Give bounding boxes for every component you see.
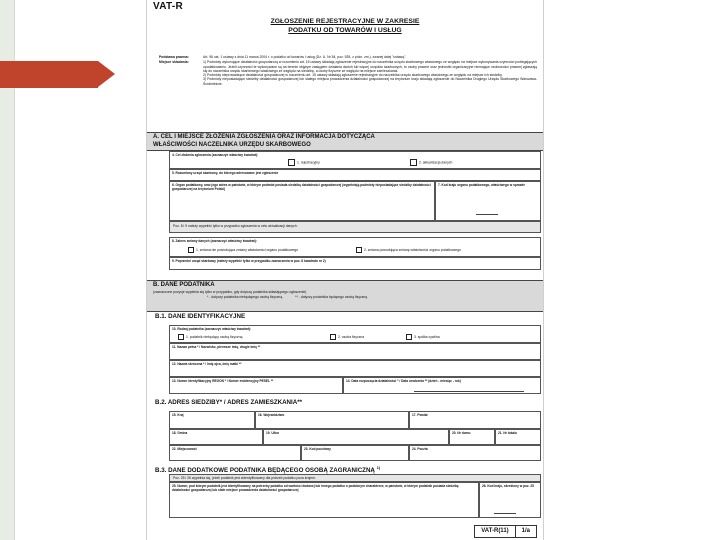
field-23-postal-code[interactable] (301, 445, 409, 461)
field-9-previous-office[interactable] (169, 257, 541, 270)
field-8-label: 8. Zakres zmiany danych (zaznaczyć właściwy kwadrat): (172, 239, 257, 243)
form-code: VAT-R (153, 1, 184, 12)
filing-rule-1: 1) Podmioty wykonujące działalność gospodarczą w rozumieniu art. 15 ustawy składają zgłoszenie rejestracyjne do naczelnika urzędu skarbowego właściwego ze względu na miejsce wykonywania czynności podlegających opodatkowaniu. Jeżeli czynności te wykonywane są na terenie objętym zasięgiem działania dwóch lub więcej urzędów skarbowych, to osoby prawne oraz jednostki organizacyjne niemające osobowości prawnej zgłaszają się do naczelnika urzędu skarbowego właściwego ze względu na siedzibę, a osoby fizyczne ze względu na miejsce zamieszkania. (203, 60, 537, 73)
basis-text: Art. 96 ust. 1 ustawy z dnia 11 marca 2004 r. o podatku od towarów i usług (Dz. U. Nr 54, poz. 535, z późn. zm.), zwanej dalej "ustawą". (203, 55, 407, 59)
field-6-tax-authority[interactable] (169, 181, 435, 221)
update-note (169, 221, 541, 233)
slide-accent-arrow (0, 61, 98, 88)
field-10-taxpayer-type (169, 325, 541, 343)
field-19-street[interactable] (263, 429, 449, 445)
checkbox-person[interactable] (330, 334, 336, 340)
field-20-house-number[interactable] (449, 429, 495, 445)
field-21-label: 21. Nr lokalu (498, 431, 517, 435)
field-17-county[interactable] (409, 411, 541, 429)
form-footer (474, 525, 537, 539)
section-b-note: (zaznaczone pozycje wypełnia się tylko w przypadku, gdy dotyczą podatnika składającego zgłoszenie) (153, 289, 307, 294)
field-23-label: 23. Kod pocztowy (304, 447, 331, 451)
field-25-foreign-vat-number[interactable] (169, 482, 479, 518)
option-change-1-label: 1. zmiana nie powodująca zmiany właściwości organu podatkowego (196, 247, 299, 252)
checkbox-change-2[interactable] (356, 247, 362, 253)
field-26-country-code[interactable] (479, 482, 541, 518)
field-9-label: 9. Poprzedni urząd skarbowy (należy wypełnić tylko w przypadku zaznaczenia w poz. 8 kwadratu nr 2) (172, 259, 326, 263)
checkbox-change-1[interactable] (188, 247, 194, 253)
field-22-city[interactable] (169, 445, 301, 461)
b1-title: B.1. DANE IDENTYFIKACYJNE (155, 313, 246, 320)
field-15-label: 15. Kraj (172, 413, 184, 417)
field-6-label: 6. Organ podatkowy, oraz jego adres w państwie, w którym podmiot posiada siedzibę działalności gospodarczej (wypełniają podmioty nieposiadające siedziby działalności gospodarczej na terytorium Polski) (172, 183, 431, 191)
section-b-title: B. DANE PODATNIKA (153, 282, 215, 288)
field-14-entry-line (414, 391, 524, 392)
section-a-title-1: A. CEL I MIEJSCE ZŁOŻENIA ZGŁOSZENIA ORAZ INFORMACJA DOTYCZĄCA (153, 134, 375, 140)
b2-title: B.2. ADRES SIEDZIBY* / ADRES ZAMIESZKANIA** (155, 399, 303, 406)
field-25-label: 25. Numer, pod którym podatnik jest identyfikowany na potrzeby podatku od wartości dodanej lub innego podatku o podobnym charakterze, w państwie, w którym podatnik posiada siedzibę działalności gospodarczej lub stałe miejsce prowadzenia działalności gospodarczej (172, 484, 459, 492)
option-person-label: 2. osoba fizyczna (338, 334, 365, 339)
field-19-label: 19. Ulica (266, 431, 279, 435)
filing-rule-2: 2) Podmioty nieprowadzące działalności gospodarczej w rozumieniu art. 15 ustawy składają zgłoszenie rejestracyjne do naczelnika urzędu skarbowego właściwego ze względu na miejsce ich siedziby. (203, 73, 503, 77)
field-7-entry-line (476, 214, 498, 215)
field-15-country[interactable] (169, 411, 255, 429)
field-13-label: 13. Numer identyfikacyjny REGON * / Numer ewidencyjny PESEL ** (172, 379, 274, 383)
checkbox-registration[interactable] (288, 159, 295, 166)
footer-page-number: 1/a (515, 526, 536, 538)
field-7-country-code[interactable] (435, 181, 541, 221)
option-person[interactable] (330, 334, 364, 340)
field-18-label: 18. Gmina (172, 431, 188, 435)
option-non-person[interactable] (178, 334, 242, 340)
form-title-line1: ZGŁOSZENIE REJESTRACYJNE W ZAKRESIE (270, 18, 420, 25)
field-24-post-office[interactable] (409, 445, 541, 461)
b3-note (169, 474, 541, 482)
basis-label: Podstawa prawna: (159, 55, 189, 59)
field-11-full-name[interactable] (169, 343, 541, 360)
legal-basis-block (159, 55, 537, 87)
section-a-title-2: WŁAŚCIWOŚCI NACZELNIKA URZĘDU SKARBOWEGO (153, 141, 311, 148)
footer-form-code: VAT-R(11) (481, 527, 509, 534)
field-18-commune[interactable] (169, 429, 263, 445)
field-10-label: 10. Rodzaj podatnika (zaznaczyć właściwy kwadrat): (172, 327, 252, 331)
option-change-2-label: 2. zmiana powodująca zmianę właściwości organu podatkowego (364, 247, 461, 252)
legend-non-person: * - dotyczy podatnika niebędącego osobą fizyczną (207, 294, 283, 299)
b3-footnote-mark: 1) (376, 465, 381, 470)
field-26-entry-line (494, 513, 516, 514)
field-26-label: 26. Kod kraju, określony w poz. 25 (482, 484, 534, 488)
form-title (147, 17, 543, 35)
field-16-voivodeship[interactable] (255, 411, 409, 429)
field-24-label: 24. Poczta (412, 447, 428, 451)
field-11-label: 11. Nazwa pełna * / Nazwisko, pierwsze imię, drugie imię ** (172, 345, 261, 349)
option-update-label: 2. aktualizacja danych (419, 160, 453, 165)
checkbox-civil-partnership[interactable] (406, 334, 412, 340)
b3-title-text: B.3. DANE DODATKOWE PODATNIKA BĘDĄCEGO OSOBĄ ZAGRANICZNĄ (155, 467, 375, 475)
field-13-regon-pesel[interactable] (169, 377, 343, 394)
checkbox-update[interactable] (410, 159, 417, 166)
field-7-label: 7. Kod kraju organu podatkowego, właściwego w sprawie (438, 183, 525, 187)
option-change-2[interactable] (356, 247, 461, 253)
update-note-text: Poz. 8 i 9 należy wypełnić tylko w przypadku zgłoszenia w celu aktualizacji danych. (173, 224, 298, 228)
legend-person: ** - dotyczy podatnika będącego osobą fizyczną (295, 294, 368, 299)
field-14-start-date[interactable] (343, 377, 541, 394)
b3-note-text: Poz. 25 i 26 wypełnia się, jeżeli podatnik jest zidentyfikowany dla potrzeb podatku poza krajem. (173, 476, 316, 480)
option-registration-label: 1. rejestracyjny (297, 160, 320, 165)
field-8-change-scope (169, 237, 541, 257)
field-22-label: 22. Miejscowość (172, 447, 197, 451)
option-change-1[interactable] (188, 247, 298, 253)
field-5-label: 5. Rozumiany urzęd skarbowy, do którego adresowane jest zgłoszenie (172, 171, 279, 175)
field-16-label: 16. Województwo (258, 413, 285, 417)
field-5-tax-office[interactable] (169, 169, 541, 181)
field-17-label: 17. Powiat (412, 413, 428, 417)
field-12-short-name[interactable] (169, 360, 541, 377)
field-20-label: 20. Nr domu (452, 431, 471, 435)
form-title-line2: PODATKU OD TOWARÓW I USŁUG (288, 27, 402, 34)
field-4-purpose (169, 151, 541, 169)
field-14-label: 14. Data rozpoczęcia działalności * / Data urodzenia ** (dzień - miesiąc - rok) (346, 379, 461, 383)
section-b-header (147, 280, 543, 312)
section-a-header (147, 132, 543, 151)
filing-label: Miejsce składania: (159, 60, 189, 65)
option-non-person-label: 1. podatnik niebędący osobą fizyczną (186, 334, 243, 339)
vat-r-form-page (146, 0, 544, 540)
option-civil-partnership[interactable] (406, 334, 440, 340)
filing-rule-3: 3) Podmioty nieposiadające siedziby działalności gospodarczej lub stałego miejsca prowadzenia działalności gospodarczej na terytorium kraju składają zgłoszenie do Naczelnika Drugiego Urzędu Skarbowego Warszawa-Śródmieście. (203, 77, 537, 86)
field-21-apartment-number[interactable] (495, 429, 541, 445)
field-12-label: 12. Nazwa skrócona * / Imię ojca, imię matki ** (172, 362, 242, 366)
option-civil-partnership-label: 3. spółka cywilna (414, 334, 440, 339)
option-update[interactable] (410, 159, 452, 166)
field-4-label: 4. Cel złożenia zgłoszenia (zaznaczyć właściwy kwadrat): (172, 153, 259, 157)
checkbox-non-person[interactable] (178, 334, 184, 340)
option-registration[interactable] (288, 159, 320, 166)
